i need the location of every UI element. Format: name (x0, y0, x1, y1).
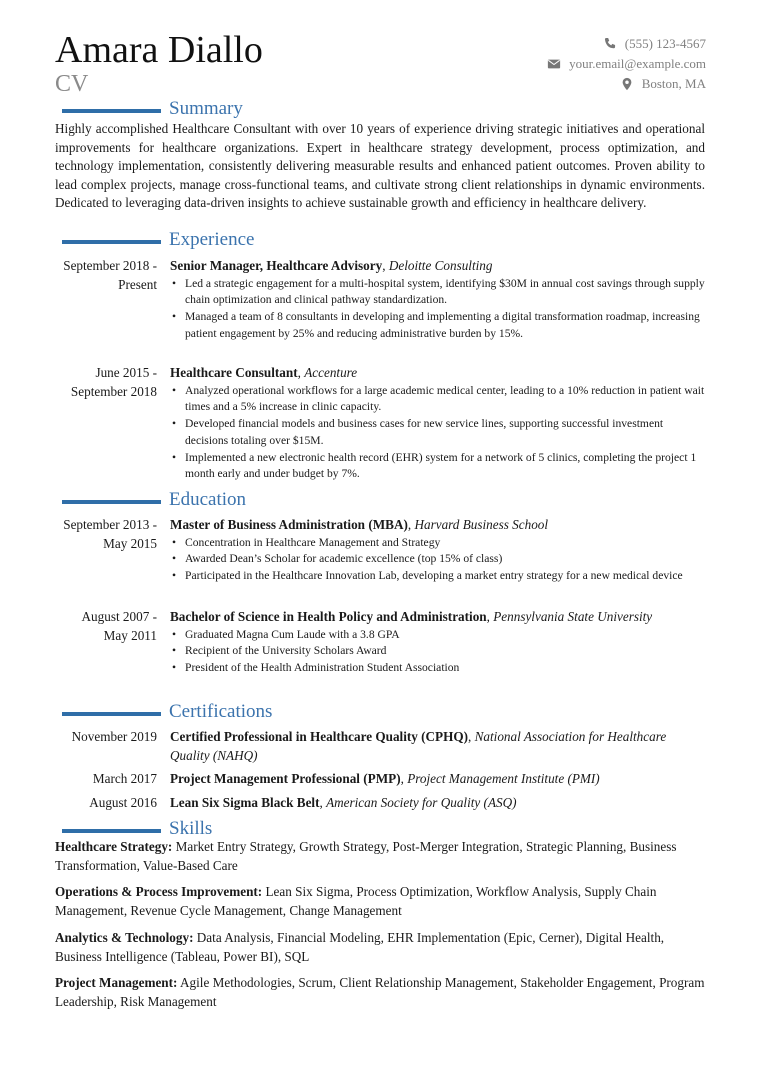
bullet-item: • Led a strategic engagement for a multi-hospital system, identifying $30M in annual cost savings through supply chain optimization and clinical pathway standardization. (170, 276, 705, 310)
entry-title: Lean Six Sigma Black Belt (170, 795, 320, 810)
skill-group (55, 974, 705, 1011)
skill-text: Market Entry Strategy, Growth Strategy, Post-Merger Integration, Strategic Planning, Business Transformation, Value-Based Care (55, 839, 677, 873)
entry-bullets (170, 535, 705, 585)
contact-block (547, 34, 706, 94)
entry-title: Senior Manager, Healthcare Advisory (170, 258, 383, 273)
candidate-name: Amara Diallo (55, 29, 263, 71)
entry-title: Project Management Professional (PMP) (170, 771, 401, 786)
entry-title: Master of Business Administration (MBA) (170, 517, 408, 532)
phone-icon (603, 37, 617, 51)
section-experience (62, 229, 254, 251)
skill-label: Operations & Process Improvement: (55, 884, 263, 899)
skill-text: Agile Methodologies, Scrum, Client Relationship Management, Stakeholder Engagement, Program Leadership, Risk Management (55, 975, 705, 1009)
skill-text: Lean Six Sigma, Process Optimization, Workflow Analysis, Supply Chain Management, Revenue Cycle Management, Change Management (55, 884, 657, 918)
section-summary (62, 98, 243, 120)
bullet-item: • President of the Health Administration Student Association (170, 660, 705, 677)
entry-date: March 2017 (92, 771, 157, 786)
entry-organization: Pennsylvania State University (493, 609, 653, 624)
section-rule (62, 712, 161, 716)
location-text: Boston, MA (641, 76, 706, 91)
bullet-item: • Awarded Dean’s Scholar for academic excellence (top 15% of class) (170, 551, 705, 568)
cv-label: CV (55, 71, 89, 97)
section-title-education: Education (169, 489, 247, 510)
skill-label: Healthcare Strategy: (55, 839, 173, 854)
contact-email[interactable] (547, 54, 706, 74)
entry-bullets (170, 627, 705, 677)
entry-date: September 2013 - May 2015 (63, 517, 157, 551)
entry-title: Healthcare Consultant (170, 365, 298, 380)
bullet-item: • Managed a team of 8 consultants in developing and implementing a digital transformation roadmap, increasing patient engagement by 25% and reducing administrative burden by 15%. (170, 309, 705, 343)
entry-heading: Bachelor of Science in Health Policy and Administration, Pennsylvania State University (170, 609, 653, 624)
section-education (62, 489, 246, 511)
section-rule (62, 109, 161, 113)
summary-paragraph: Highly accomplished Healthcare Consultant with over 10 years of experience driving strategic initiatives and operational improvements for healthcare organizations. Expert in healthcare strategy development, process optimization, and technology implementation, consistently delivering measurable results and enhanced patient outcomes. Proven ability to lead complex projects, manage cross-functional teams, and cultivate strong client relationships in dynamic environments. Dedicated to leveraging data-driven insights to achieve sustainable growth and efficiency in healthcare delivery. (55, 121, 705, 211)
bullet-item: • Developed financial models and business cases for new service lines, supporting successful investment decisions totaling over $15M. (170, 416, 705, 450)
section-skills (62, 818, 212, 840)
skill-label: Project Management: (55, 975, 178, 990)
section-title-skills: Skills (169, 818, 213, 839)
entry-bullets (170, 276, 705, 343)
section-title-certifications: Certifications (169, 701, 273, 722)
contact-location (547, 74, 706, 94)
skill-text: Data Analysis, Financial Modeling, EHR Implementation (Epic, Cerner), Digital Health, Business Intelligence (Tableau, Power BI), SQL (55, 930, 665, 964)
entry-date: August 2016 (89, 795, 157, 810)
entry-date: August 2007 - May 2011 (81, 609, 157, 643)
entry-bullets (170, 383, 705, 484)
bullet-item: • Recipient of the University Scholars Award (170, 643, 705, 660)
section-title-experience: Experience (169, 229, 255, 250)
entry-title: Bachelor of Science in Health Policy and Administration (170, 609, 487, 624)
entry-heading: Certified Professional in Healthcare Quality (CPHQ), National Association for Healthcare Quality (NAHQ) (170, 729, 667, 763)
section-rule (62, 829, 161, 833)
entry-heading: Project Management Professional (PMP), Project Management Institute (PMI) (170, 771, 600, 786)
entry-date: November 2019 (71, 729, 157, 744)
entry-heading: Lean Six Sigma Black Belt, American Society for Quality (ASQ) (170, 795, 517, 810)
section-title-summary: Summary (169, 98, 243, 119)
bullet-item: • Analyzed operational workflows for a large academic medical center, leading to a 10% reduction in patient wait times and a 5% increase in clinic capacity. (170, 383, 705, 417)
entry-organization: National Association for Healthcare Quality (NAHQ) (170, 729, 667, 763)
email-text[interactable]: your.email@example.com (569, 56, 706, 71)
entry-title: Certified Professional in Healthcare Quality (CPHQ) (170, 729, 469, 744)
entry-heading: Master of Business Administration (MBA), Harvard Business School (170, 517, 549, 532)
skill-group (55, 838, 705, 875)
section-certifications (62, 701, 272, 723)
envelope-icon (547, 57, 561, 71)
contact-phone (547, 34, 706, 54)
bullet-item: • Participated in the Healthcare Innovation Lab, developing a market entry strategy for a new medical device (170, 568, 705, 585)
entry-date: September 2018 - Present (63, 258, 157, 292)
entry-organization: Deloitte Consulting (388, 258, 493, 273)
skill-group (55, 883, 705, 920)
phone-text: (555) 123-4567 (624, 36, 706, 51)
bullet-item: • Implemented a new electronic health record (EHR) system for a network of 5 clinics, completing the project 1 month early and under budget by 7%. (170, 450, 705, 484)
entry-organization: American Society for Quality (ASQ) (326, 795, 517, 810)
section-rule (62, 240, 161, 244)
entry-date: June 2015 - September 2018 (70, 365, 157, 399)
entry-organization: Accenture (304, 365, 358, 380)
entry-organization: Project Management Institute (PMI) (407, 771, 600, 786)
entry-organization: Harvard Business School (414, 517, 549, 532)
skill-label: Analytics & Technology: (55, 930, 194, 945)
skill-group (55, 929, 705, 966)
bullet-item: • Concentration in Healthcare Management and Strategy (170, 535, 705, 552)
entry-heading: Senior Manager, Healthcare Advisory, Deloitte Consulting (170, 258, 493, 273)
entry-heading: Healthcare Consultant, Accenture (170, 365, 358, 380)
map-pin-icon (620, 77, 634, 91)
bullet-item: • Graduated Magna Cum Laude with a 3.8 GPA (170, 627, 705, 644)
section-rule (62, 500, 161, 504)
